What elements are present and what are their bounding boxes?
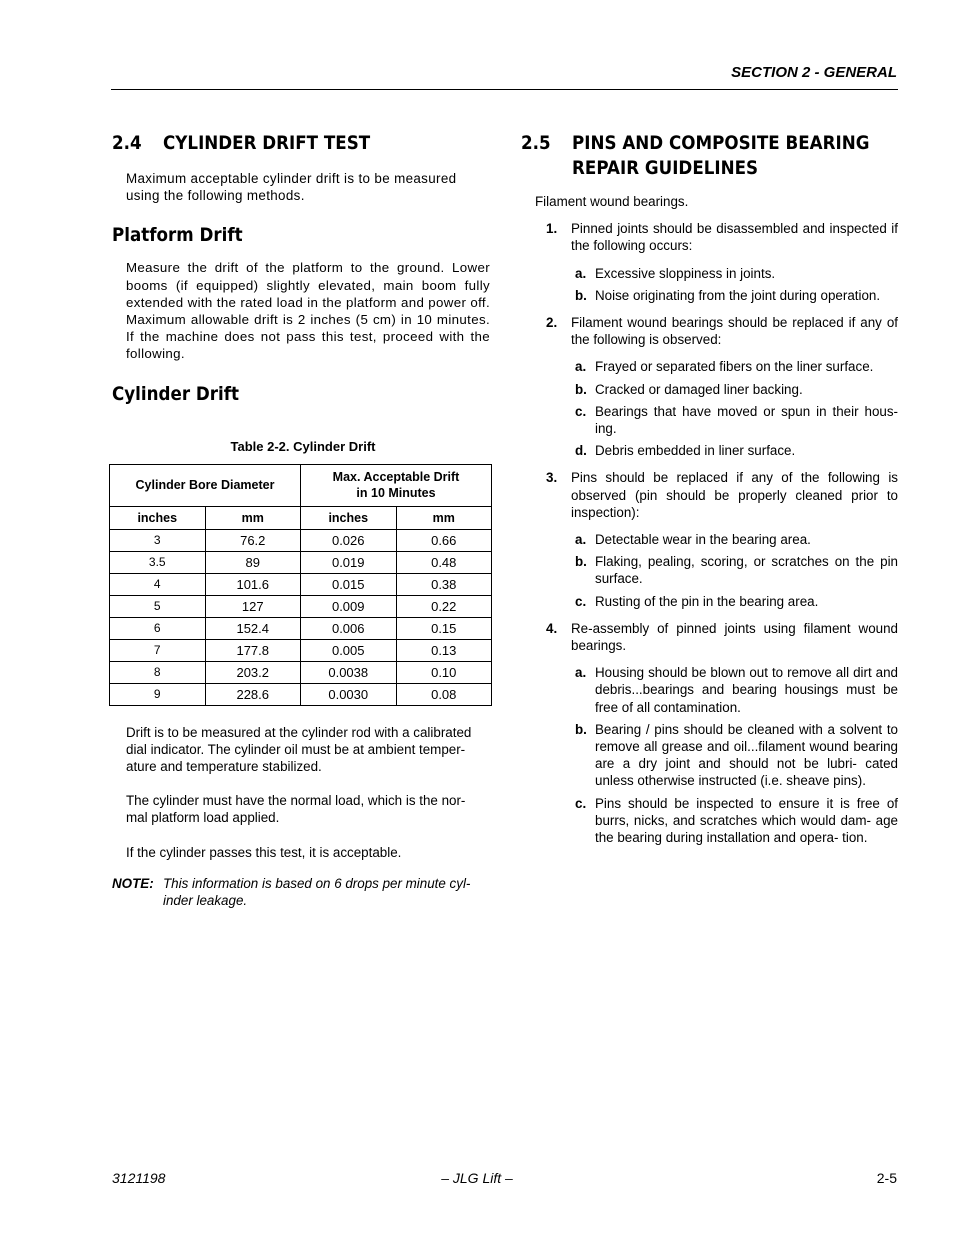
sub-text: Noise originating from the joint during operation. bbox=[595, 287, 881, 303]
section-title bbox=[572, 131, 869, 181]
step-number: 2. bbox=[546, 315, 558, 331]
table-caption: Table 2-2. Cylinder Drift bbox=[230, 438, 376, 454]
sub-letter: a. bbox=[575, 532, 587, 548]
sub-letter: c. bbox=[575, 795, 587, 811]
sub-text: Housing should be blown out to remove all dirt and debris...bearings and bearing housings must be free of all contamination. bbox=[595, 665, 898, 715]
table-cell: 0.005 bbox=[301, 639, 397, 661]
list-item bbox=[521, 314, 898, 459]
sub-text: Excessive sloppiness in joints. bbox=[595, 265, 776, 281]
table-cell: 3 bbox=[110, 529, 206, 551]
sub-letter: c. bbox=[575, 403, 587, 419]
sub-text: Debris embedded in liner surface. bbox=[595, 443, 796, 459]
table-row bbox=[110, 661, 492, 683]
table-cell: 0.15 bbox=[396, 617, 492, 639]
table-row bbox=[110, 595, 492, 617]
platform-drift-heading: Platform Drift bbox=[112, 224, 243, 247]
col-header-bore-inches: inches bbox=[110, 506, 206, 529]
table-cell: 0.015 bbox=[301, 573, 397, 595]
section-title: CYLINDER DRIFT TEST bbox=[163, 132, 371, 154]
col-header-drift-inches: inches bbox=[301, 506, 397, 529]
max-drift-header-line2: in 10 Minutes bbox=[356, 486, 436, 501]
table-cell: 0.10 bbox=[396, 661, 492, 683]
step-text: Re-assembly of pinned joints using filament wound bearings. bbox=[571, 620, 898, 654]
section-title-line1: PINS AND COMPOSITE BEARING bbox=[572, 132, 870, 154]
table-row bbox=[110, 683, 492, 705]
max-drift-header-line1: Max. Acceptable Drift bbox=[332, 470, 460, 485]
normal-load-paragraph: The cylinder must have the normal load, which is the nor- mal platform load applied. bbox=[126, 793, 466, 826]
section-number: 2.5 bbox=[521, 132, 551, 154]
col-header-bore-mm: mm bbox=[205, 506, 301, 529]
table-cell: 0.026 bbox=[301, 529, 397, 551]
sub-letter: b. bbox=[575, 381, 587, 397]
cylinder-drift-table bbox=[109, 464, 492, 706]
platform-drift-paragraph: Measure the drift of the platform to the ground. Lower booms (if equipped) slightly elevated, main boom fully extended with the rated load in the platform and power off. Maximum allowable drift is 2 inches (5 cm) in 10 minutes. If the machine does not pass this test, proceed with the following. bbox=[126, 260, 490, 362]
table-row bbox=[110, 551, 492, 573]
intro-paragraph: Maximum acceptable cylinder drift is to be measured using the following methods. bbox=[126, 171, 457, 204]
section-number: 2.4 bbox=[112, 132, 142, 154]
header-rule bbox=[111, 89, 898, 90]
list-item bbox=[521, 620, 898, 846]
section-heading-2-4 bbox=[112, 131, 445, 156]
col-header-drift-mm: mm bbox=[396, 506, 492, 529]
table-cell: 177.8 bbox=[205, 639, 301, 661]
table-cell: 127 bbox=[205, 595, 301, 617]
sub-letter: a. bbox=[575, 665, 587, 681]
table-cell: 0.66 bbox=[396, 529, 492, 551]
footer-publisher: – JLG Lift – bbox=[441, 1170, 513, 1186]
list-item bbox=[521, 469, 898, 609]
repair-steps-list bbox=[521, 220, 898, 846]
table-cell: 0.009 bbox=[301, 595, 397, 617]
table-cell: 7 bbox=[110, 639, 206, 661]
table-cell: 228.6 bbox=[205, 683, 301, 705]
sub-letter: b. bbox=[575, 721, 587, 737]
bore-diameter-header: Cylinder Bore Diameter bbox=[110, 464, 301, 506]
table-cell: 0.38 bbox=[396, 573, 492, 595]
sub-text: Cracked or damaged liner backing. bbox=[595, 381, 803, 397]
drift-measure-paragraph: Drift is to be measured at the cylinder rod with a calibrated dial indicator. The cylinder oil must be at ambient temper- ature and temperature stabilized. bbox=[126, 724, 472, 775]
table-cell: 0.0030 bbox=[301, 683, 397, 705]
step-text: Pinned joints should be disassembled and inspected if the following occurs: bbox=[571, 221, 898, 254]
table-cell: 0.13 bbox=[396, 639, 492, 661]
sub-letter: b. bbox=[575, 554, 587, 570]
table-cell: 0.48 bbox=[396, 551, 492, 573]
table-cell: 0.08 bbox=[396, 683, 492, 705]
sub-text: Detectable wear in the bearing area. bbox=[595, 532, 811, 548]
table-cell: 9 bbox=[110, 683, 206, 705]
step-text: Pins should be replaced if any of the following is observed (pin should be properly cleaned prior to inspection): bbox=[571, 470, 898, 520]
sub-text: Bearings that have moved or spun in their hous- ing. bbox=[595, 403, 898, 437]
cylinder-drift-heading: Cylinder Drift bbox=[112, 382, 240, 405]
table-row bbox=[110, 573, 492, 595]
sub-text: Pins should be inspected to ensure it is free of burrs, nicks, and scratches which would dam- age the bearing during installation and opera- tion. bbox=[595, 795, 898, 846]
table-cell: 8 bbox=[110, 661, 206, 683]
sub-text: Flaking, pealing, scoring, or scratches on the pin surface. bbox=[595, 554, 898, 587]
doc-number: 3121198 bbox=[112, 1170, 166, 1186]
table-row bbox=[110, 617, 492, 639]
sub-letter: b. bbox=[575, 287, 587, 303]
page-number: 2-5 bbox=[876, 1170, 897, 1186]
table-cell: 0.22 bbox=[396, 595, 492, 617]
step-text: Filament wound bearings should be replaced if any of the following is observed: bbox=[571, 315, 898, 348]
sub-letter: a. bbox=[575, 359, 587, 375]
table-cell: 6 bbox=[110, 617, 206, 639]
table-cell: 5 bbox=[110, 595, 206, 617]
note-label: NOTE: bbox=[112, 875, 154, 891]
note-text: This information is based on 6 drops per minute cyl- inder leakage. bbox=[163, 875, 471, 909]
table-row bbox=[110, 529, 492, 551]
intro-paragraph: Filament wound bearings. bbox=[535, 194, 689, 209]
sub-text: Frayed or separated fibers on the liner surface. bbox=[595, 359, 874, 375]
table-cell: 76.2 bbox=[205, 529, 301, 551]
sub-text: Rusting of the pin in the bearing area. bbox=[595, 593, 819, 609]
table-cell: 152.4 bbox=[205, 617, 301, 639]
pass-test-paragraph: If the cylinder passes this test, it is acceptable. bbox=[126, 844, 402, 860]
right-column bbox=[521, 131, 898, 846]
sub-text: Bearing / pins should be cleaned with a solvent to remove all grease and oil...filament wound bearing are a dry joint and should not be lubri- cated unless otherwise instructed (i.e. sheave pins). bbox=[595, 721, 898, 789]
table-cell: 4 bbox=[110, 573, 206, 595]
table-cell: 0.019 bbox=[301, 551, 397, 573]
sub-letter: d. bbox=[575, 443, 587, 459]
left-column bbox=[112, 131, 490, 909]
table-cell: 203.2 bbox=[205, 661, 301, 683]
section-title-line2: REPAIR GUIDELINES bbox=[572, 157, 759, 179]
step-number: 1. bbox=[546, 221, 558, 237]
step-number: 3. bbox=[546, 470, 558, 486]
table-cell: 101.6 bbox=[205, 573, 301, 595]
note bbox=[112, 875, 490, 909]
max-drift-header bbox=[301, 464, 492, 506]
section-heading-2-5 bbox=[521, 131, 870, 181]
sub-letter: c. bbox=[575, 593, 587, 609]
step-number: 4. bbox=[546, 620, 558, 636]
table-row bbox=[110, 639, 492, 661]
table-cell: 89 bbox=[205, 551, 301, 573]
sub-letter: a. bbox=[575, 265, 587, 281]
table-cell: 3.5 bbox=[110, 551, 206, 573]
section-header: SECTION 2 - GENERAL bbox=[731, 64, 897, 81]
table-cell: 0.006 bbox=[301, 617, 397, 639]
table-cell: 0.0038 bbox=[301, 661, 397, 683]
list-item bbox=[521, 220, 898, 304]
